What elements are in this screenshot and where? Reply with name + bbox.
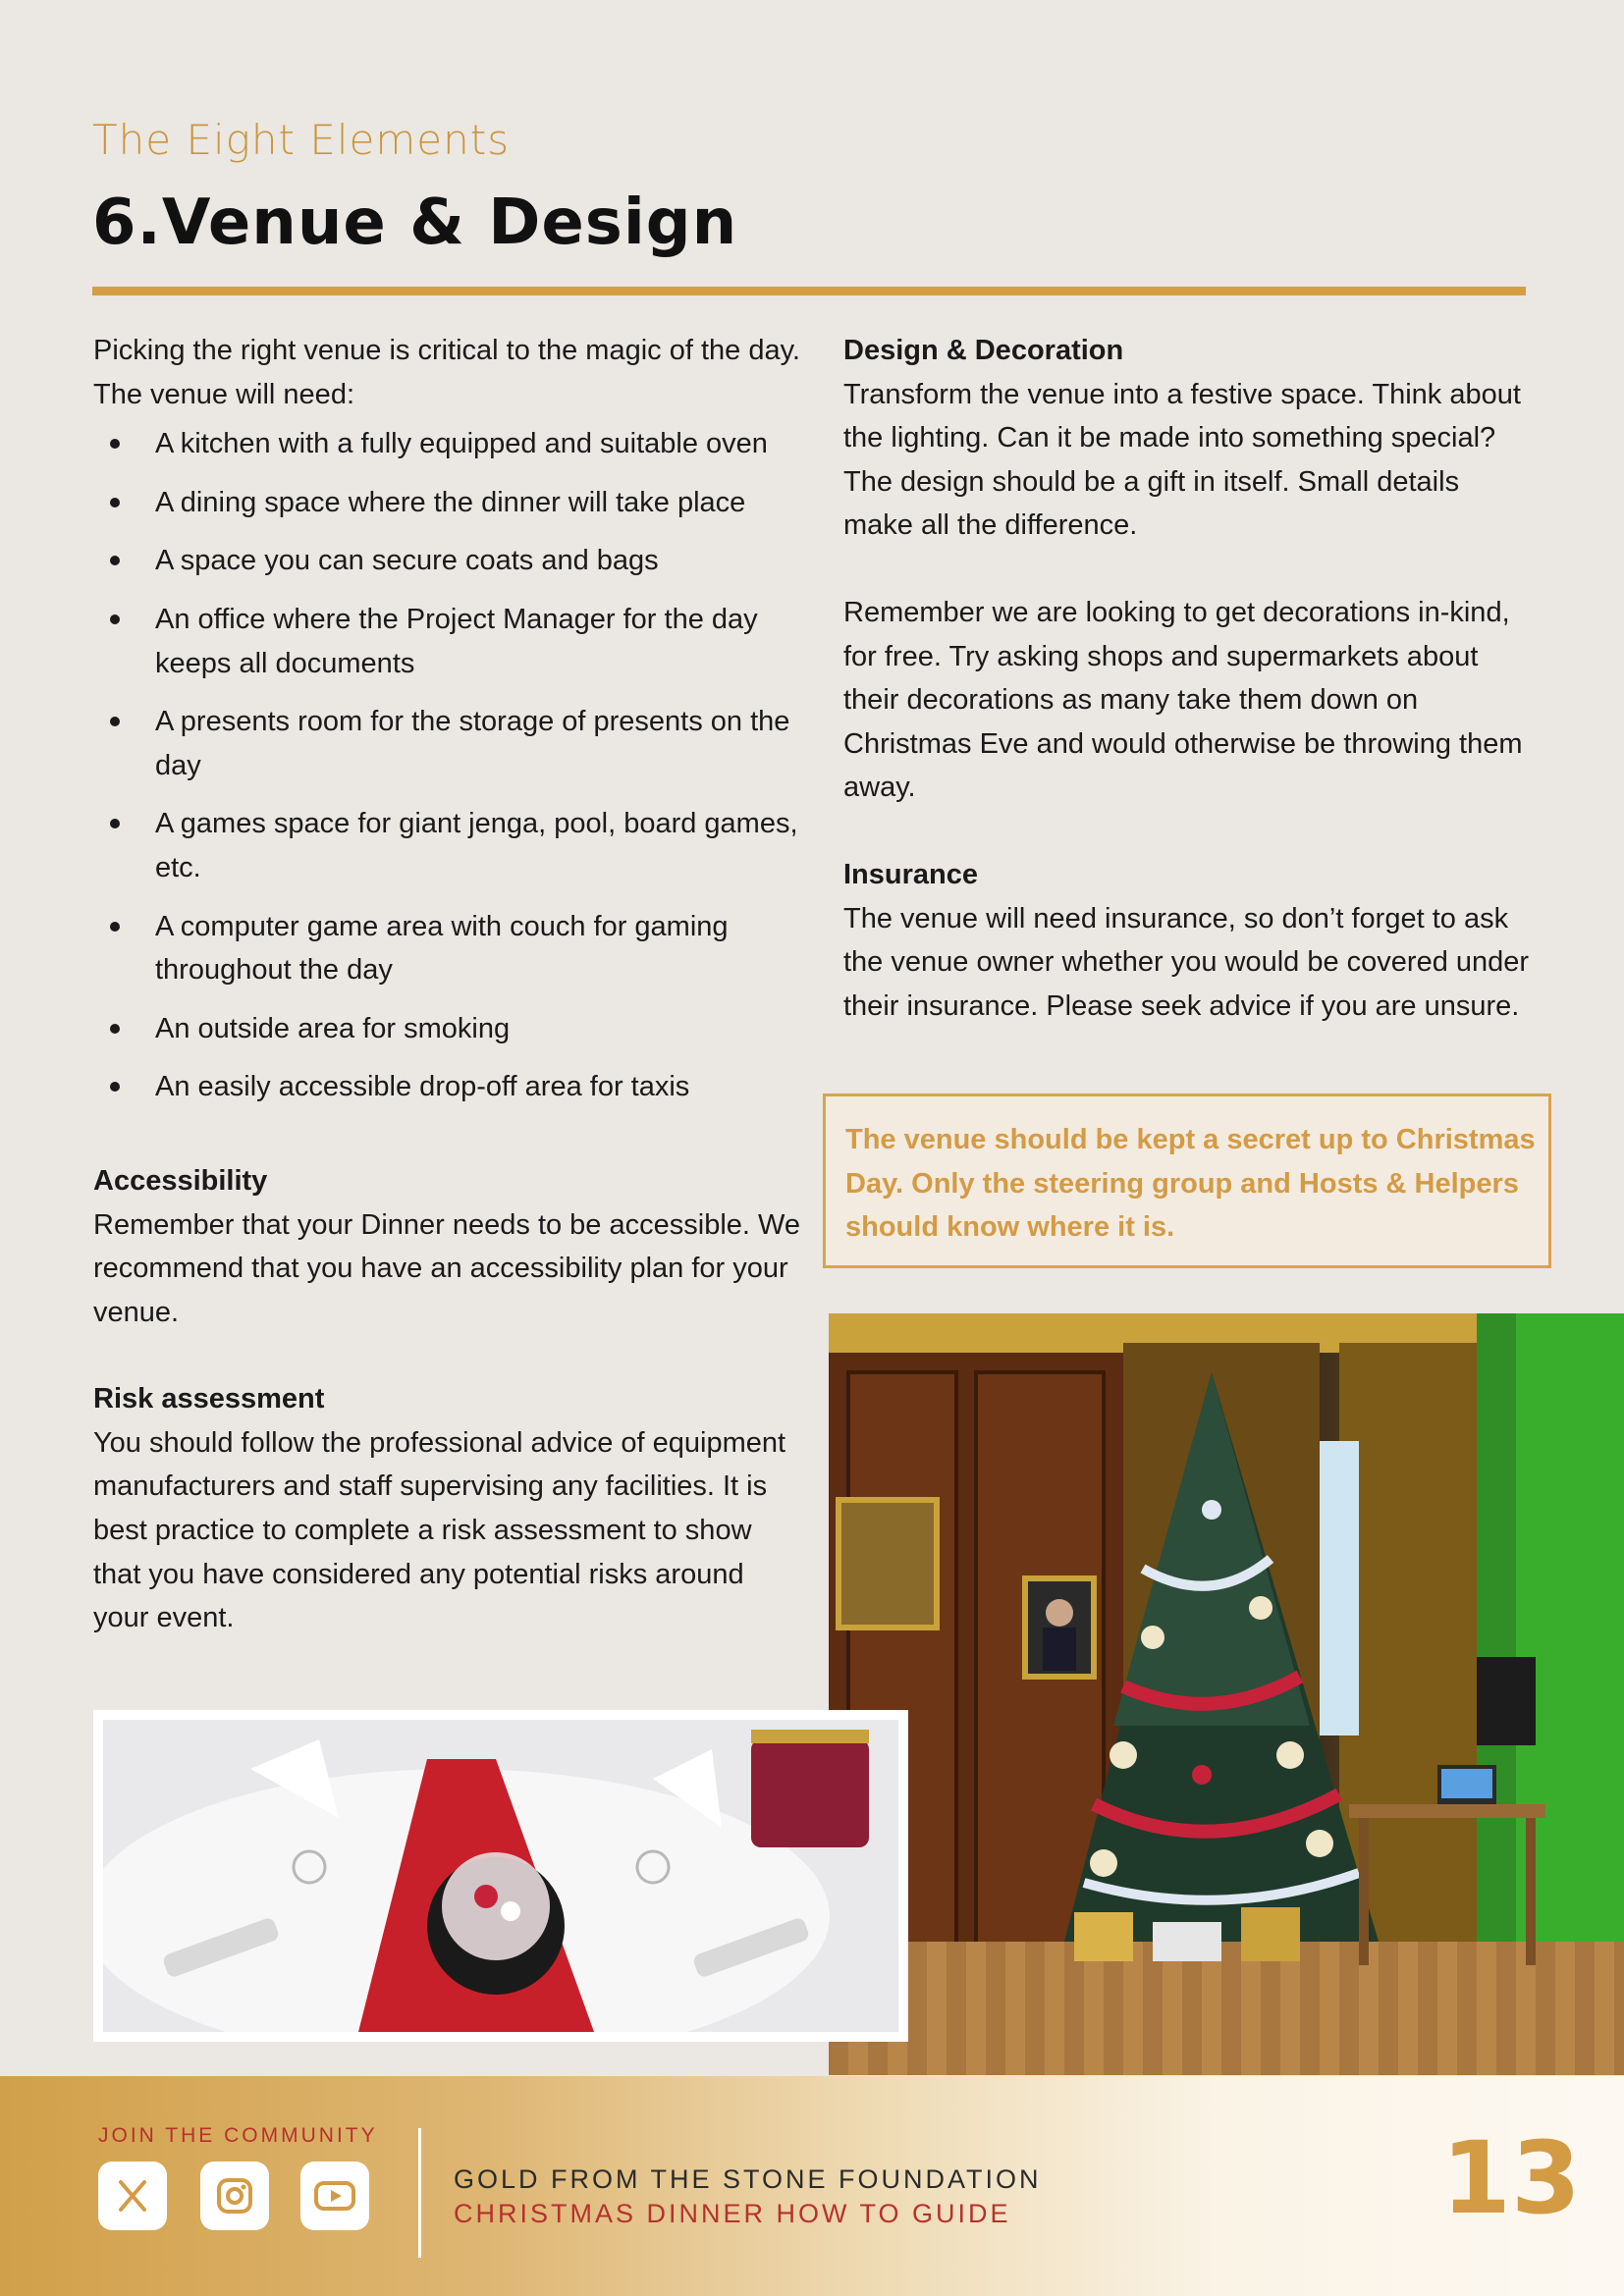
x-icon[interactable] [98, 2162, 167, 2230]
left-column [93, 329, 800, 1640]
footer-divider [418, 2128, 421, 2258]
venue-needs-list [93, 422, 800, 1109]
page-title: 6.Venue & Design [92, 187, 738, 259]
bullet-icon [110, 614, 120, 624]
bullet-icon [110, 1082, 120, 1092]
list-item: An office where the Project Manager for the day keeps all documents [93, 598, 800, 685]
bullet-icon [110, 717, 120, 726]
title-divider [92, 287, 1526, 295]
list-item: A dining space where the dinner will take place [93, 481, 800, 525]
bullet-icon [110, 819, 120, 828]
insurance-text: The venue will need insurance, so don’t forget to ask the venue owner whether you would be covered under their insurance. Please seek advice if you are unsure. [843, 902, 1530, 1022]
table-setting-illustration [103, 1720, 898, 2032]
list-item: A kitchen with a fully equipped and suitable oven [93, 422, 800, 466]
insurance-heading: Insurance [843, 858, 978, 890]
list-item: A games space for giant jenga, pool, board games, etc. [93, 802, 800, 889]
decorations-text: Remember we are looking to get decorations in-kind, for free. Try asking shops and supermarkets about their decorations as many take them down on Christmas Eve and would otherwise be throwing them away. [843, 596, 1523, 804]
bullet-icon [110, 1024, 120, 1034]
section-kicker: The Eight Elements [92, 116, 511, 164]
list-item: A computer game area with couch for gaming throughout the day [93, 905, 800, 992]
join-community-label: JOIN THE COMMUNITY [98, 2124, 378, 2147]
risk-text: You should follow the professional advice of equipment manufacturers and staff supervising any facilities. It is best practice to complete a risk assessment to show that you have considered any potential risks around your event. [93, 1426, 786, 1634]
bullet-icon [110, 922, 120, 932]
accessibility-heading: Accessibility [93, 1164, 268, 1197]
bullet-icon [110, 498, 120, 507]
list-item: An easily accessible drop-off area for taxis [93, 1065, 800, 1109]
bullet-icon [110, 439, 120, 449]
list-item: An outside area for smoking [93, 1007, 800, 1051]
risk-heading: Risk assessment [93, 1383, 325, 1415]
secret-venue-callout: The venue should be kept a secret up to Christmas Day. Only the steering group and Hosts & Helpers should know where it is. [823, 1094, 1551, 1268]
x-logo [113, 2176, 152, 2216]
table-setting-photo [93, 1710, 908, 2042]
youtube-logo [313, 2178, 356, 2214]
accessibility-text: Remember that your Dinner needs to be accessible. We recommend that you have an accessibility plan for your venue. [93, 1208, 800, 1328]
christmas-tree-photo [829, 1313, 1624, 2075]
instagram-logo [214, 2175, 255, 2216]
guide-title: CHRISTMAS DINNER HOW TO GUIDE [454, 2199, 1011, 2228]
table-setting-image [103, 1720, 898, 2032]
intro-text: Picking the right venue is critical to the magic of the day. The venue will need: [93, 335, 800, 410]
list-item: A space you can secure coats and bags [93, 539, 800, 583]
youtube-icon[interactable] [300, 2162, 369, 2230]
organization-name: GOLD FROM THE STONE FOUNDATION [454, 2164, 1042, 2194]
page-number: 13 [1441, 2120, 1581, 2237]
design-text: Transform the venue into a festive space. Think about the lighting. Can it be made into something special? The design should be a gift in itself. Small details make all the difference. [843, 378, 1521, 542]
right-column [843, 329, 1531, 1028]
list-item: A presents room for the storage of presents on the day [93, 700, 800, 787]
design-heading: Design & Decoration [843, 335, 1124, 366]
instagram-icon[interactable] [200, 2162, 269, 2230]
bullet-icon [110, 556, 120, 565]
christmas-tree-illustration [829, 1313, 1624, 2075]
